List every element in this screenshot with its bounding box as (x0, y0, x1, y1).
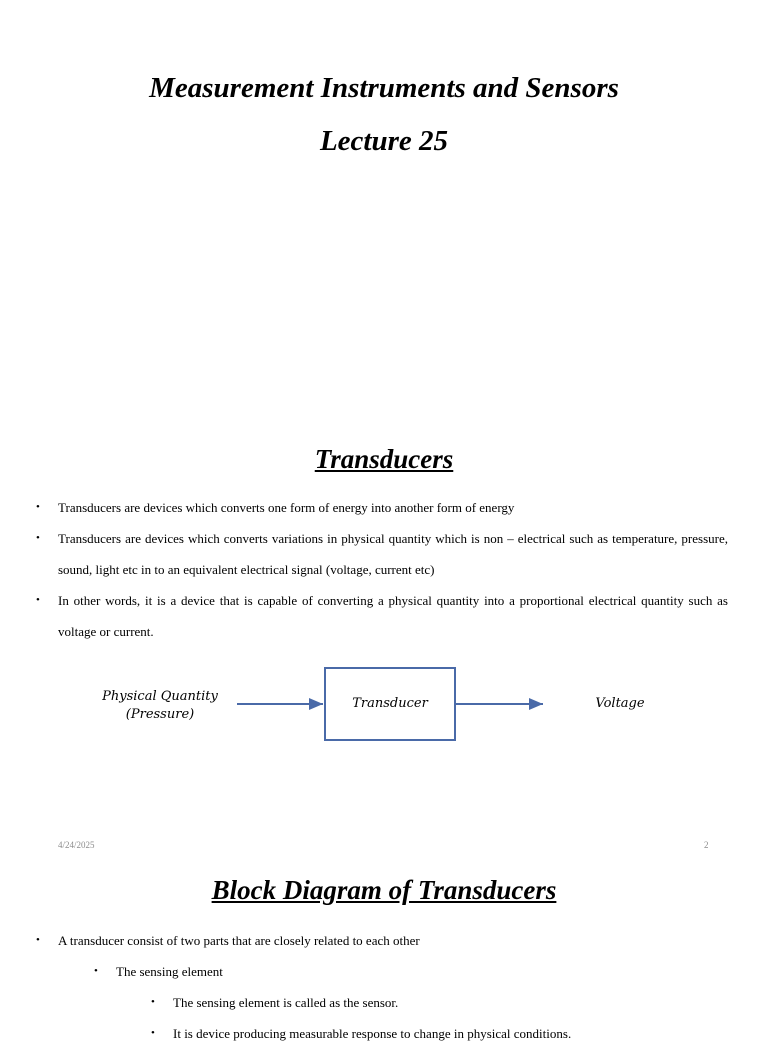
bullet-text: The sensing element (116, 964, 223, 979)
bullet-icon: • (94, 965, 98, 977)
input-label-line: (Pressure) (125, 707, 195, 722)
transducers-slide (0, 432, 768, 864)
bullet-item (0, 925, 728, 956)
bullet-text: Transducers are devices which converts one form of energy into another form of energy (58, 500, 515, 515)
slide-heading: Block Diagram of Transducers (211, 875, 557, 905)
bullet-icon: • (151, 1027, 155, 1039)
bullet-item (0, 987, 728, 1018)
bullet-text: It is device producing measurable response to change in physical conditions. (173, 1026, 572, 1041)
block-label: Transducer (352, 696, 428, 711)
bullet-icon: • (36, 501, 40, 513)
input-label (80, 688, 240, 724)
bullet-list (0, 492, 728, 647)
transducer-diagram (0, 660, 768, 750)
bullet-item (0, 523, 728, 585)
lecture-number: Lecture 25 (319, 125, 449, 157)
bullet-text: A transducer consist of two parts that are closely related to each other (58, 933, 420, 948)
bullet-item (0, 956, 728, 987)
bullet-icon: • (151, 996, 155, 1008)
bullet-icon: • (36, 594, 40, 606)
bullet-item (0, 1018, 728, 1049)
page-number: 2 (704, 840, 709, 850)
title-slide (0, 0, 768, 432)
bullet-list (0, 925, 728, 1049)
output-label: Voltage (595, 696, 645, 711)
bullet-item (0, 585, 728, 647)
bullet-icon: • (36, 934, 40, 946)
bullet-text: The sensing element is called as the sensor. (173, 995, 399, 1010)
slide-heading: Transducers (314, 444, 454, 474)
bullet-text: Transducers are devices which converts variations in physical quantity which is non – electrical such as temperature, pressure, sound, light etc in to an equivalent electrical signal (voltage, current etc) (58, 531, 728, 577)
input-label-line: Physical Quantity (102, 689, 218, 704)
bullet-icon: • (36, 532, 40, 544)
bullet-text: In other words, it is a device that is capable of converting a physical quantity into a proportional electrical quantity such as voltage or current. (58, 593, 728, 639)
bullet-item (0, 492, 728, 523)
block-diagram-slide (0, 864, 768, 1041)
footer-date: 4/24/2025 (58, 840, 95, 850)
presentation-title: Measurement Instruments and Sensors (149, 72, 619, 104)
